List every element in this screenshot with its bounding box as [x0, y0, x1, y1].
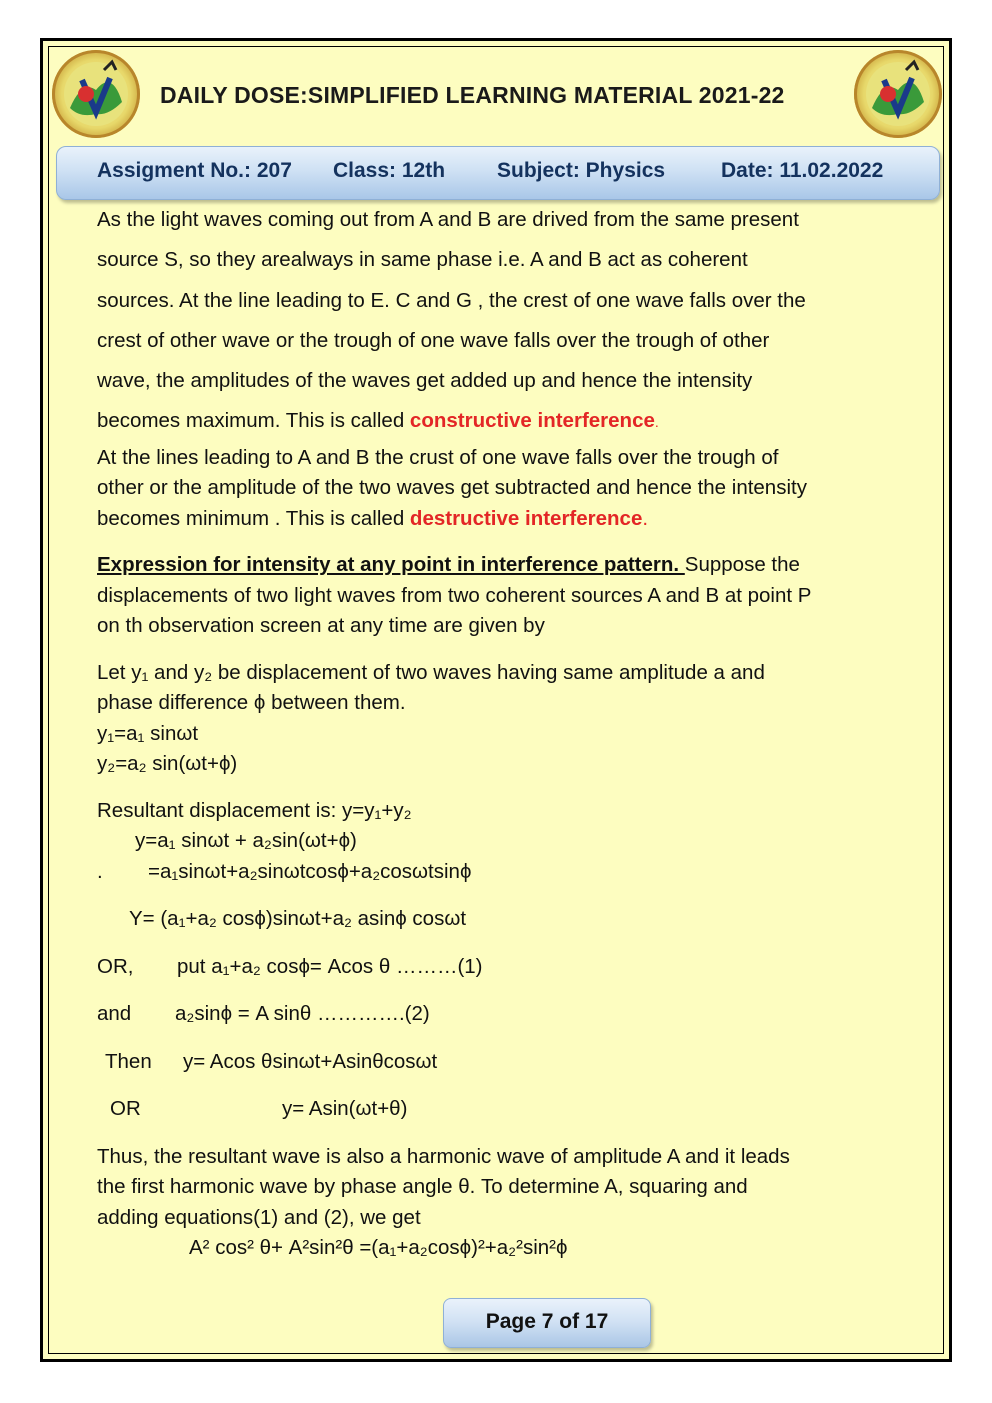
paragraph-thus [97, 1142, 917, 1264]
equation-line [97, 1094, 917, 1125]
text-line: source S, so they arealways in same phase i.e. A and B act as coherent [97, 248, 748, 272]
text-span: becomes minimum . This is called [97, 506, 410, 530]
document-title: DAILY DOSE:SIMPLIFIED LEARNING MATERIAL 2021-22 [160, 82, 785, 108]
equation-line [97, 999, 917, 1030]
text-line: phase difference ϕ between them. [97, 691, 406, 715]
assignment-class: Class: 12th [333, 159, 446, 182]
equation-line [97, 952, 917, 983]
equation-line [97, 1047, 917, 1078]
page-number-label: Page 7 of 17 [443, 1298, 651, 1348]
step-label: OR [110, 1097, 141, 1121]
text-line: on th observation screen at any time are given by [97, 614, 545, 638]
logo-emblem-icon [52, 50, 140, 138]
assignment-info-bar [56, 146, 940, 200]
text-line: sources. At the line leading to E. C and G , the crest of one wave falls over the [97, 288, 806, 312]
school-logo-left [52, 50, 140, 138]
derivation-steps [97, 952, 917, 1125]
text-span: y= Asin(ωt+θ) [282, 1097, 408, 1121]
text-span: Suppose the [684, 553, 800, 577]
constructive-interference-term: constructive interference [409, 409, 655, 433]
text-line: Resultant displacement is: y=y₁+y₂ [97, 798, 412, 822]
document-body [97, 200, 917, 1264]
section-heading: Expression for intensity at any point in interference pattern. [97, 553, 685, 577]
text-line [97, 504, 917, 535]
school-logo-right [854, 50, 942, 138]
text-span: a₂sinϕ = A sinθ ………….(2) [175, 1002, 430, 1026]
paragraph-interference-intro [97, 200, 917, 443]
text-span: y= Acos θsinωt+Asinθcosωt [183, 1049, 438, 1073]
text-span: =a₁sinωt+a₂sinωtcosϕ+a₂cosωtsinϕ [148, 859, 472, 883]
equation-line: Y= (a₁+a₂ cosϕ)sinωt+a₂ asinϕ cosωt [129, 907, 467, 931]
assignment-subject: Subject: Physics [497, 159, 666, 182]
step-label: OR, [97, 954, 134, 978]
text-line: adding equations(1) and (2), we get [97, 1205, 421, 1229]
text-line: wave, the amplitudes of the waves get added up and hence the intensity [97, 369, 753, 393]
equation-line: y₁=a₁ sinωt [97, 721, 199, 745]
text-span: put a₁+a₂ cosϕ= Acos θ ………(1) [177, 954, 483, 978]
text-line: Let y₁ and y₂ be displacement of two waves having same amplitude a and [97, 660, 765, 684]
equation-line: y₂=a₂ sin(ωt+ϕ) [97, 752, 238, 776]
paragraph-let [97, 658, 917, 780]
text-line: At the lines leading to A and B the crust of one wave falls over the trough of [97, 445, 779, 469]
equation-line: A² cos² θ+ A²sin²θ =(a₁+a₂cosϕ)²+a₂²sin²ϕ [189, 1236, 568, 1260]
text-line [97, 550, 917, 581]
paragraph-expression [97, 550, 917, 642]
text-span: . [642, 506, 649, 530]
text-line: displacements of two light waves from two coherent sources A and B at point P [97, 583, 812, 607]
text-line: As the light waves coming out from A and B are drived from the same present [97, 208, 799, 231]
equation-line [97, 857, 917, 888]
destructive-interference-term: destructive interference [409, 506, 643, 530]
text-line: the first harmonic wave by phase angle θ. To determine A, squaring and [97, 1175, 748, 1199]
text-line: Thus, the resultant wave is also a harmonic wave of amplitude A and it leads [97, 1144, 790, 1168]
text-line: other or the amplitude of the two waves get subtracted and hence the intensity [97, 476, 807, 500]
step-label: and [97, 1002, 132, 1026]
paragraph-destructive [97, 443, 917, 535]
paragraph-resultant [97, 796, 917, 935]
assignment-date: Date: 11.02.2022 [721, 159, 884, 182]
step-label: Then [105, 1049, 152, 1073]
equation-line: y=a₁ sinωt + a₂sin(ωt+ϕ) [135, 829, 357, 853]
assignment-number: Assigment No.: 207 [97, 159, 292, 182]
text-line [97, 401, 917, 442]
logo-emblem-icon [854, 50, 942, 138]
text-span: . [654, 414, 659, 431]
text-span: . [97, 859, 103, 883]
text-span: becomes maximum. This is called [97, 409, 410, 433]
text-line: crest of other wave or the trough of one wave falls over the trough of other [97, 328, 770, 352]
